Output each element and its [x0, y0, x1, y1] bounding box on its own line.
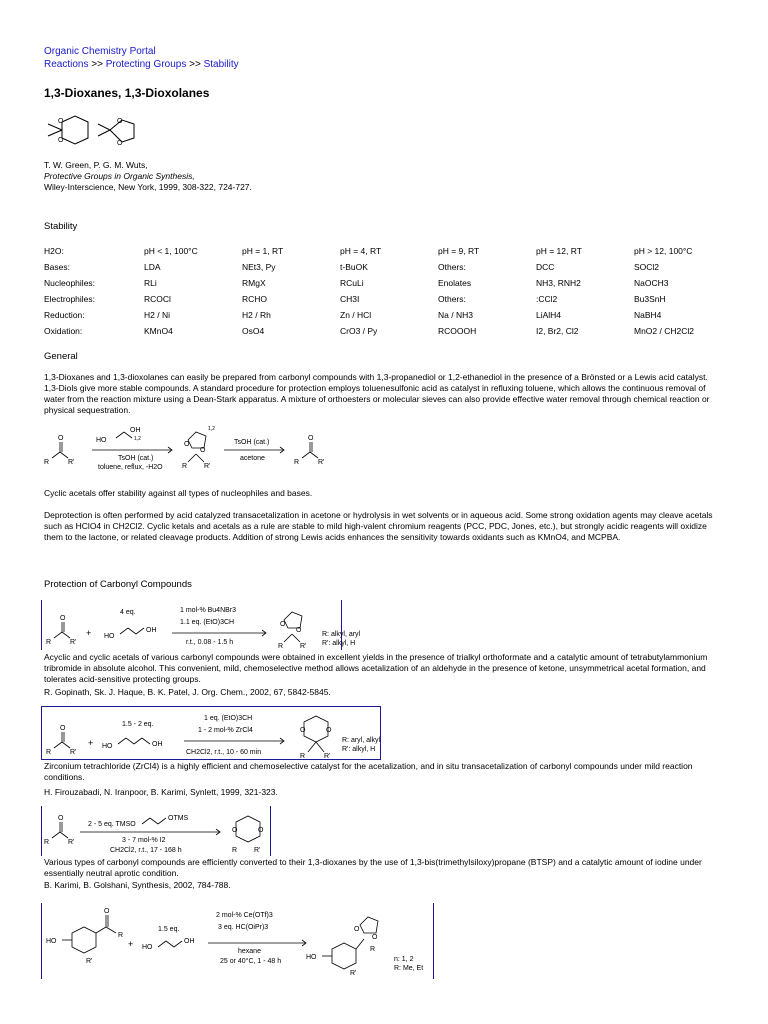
svg-text:+: +	[86, 628, 92, 638]
r-label: R	[44, 459, 50, 466]
r-label: R	[182, 463, 188, 470]
stability-cell: SOCl2	[634, 262, 660, 272]
protection-heading: Protection of Carbonyl Compounds	[44, 579, 192, 590]
oxygen-label: O	[58, 118, 64, 125]
condition-4: 25 or 40°C, 1 - 48 h	[220, 958, 282, 965]
stability-row	[44, 307, 694, 323]
stability-cell: Na / NH3	[438, 310, 473, 320]
ring-n: 1,2	[208, 426, 215, 432]
oxygen-label: O	[58, 137, 64, 144]
stability-cell: t-BuOK	[340, 262, 368, 272]
general-heading: General	[44, 351, 78, 362]
stability-cell: pH = 9, RT	[438, 246, 480, 256]
entry-2-citation[interactable]: H. Firouzabadi, N. Iranpoor, B. Karimi, Synlett, 1999, 321-323.	[44, 787, 278, 797]
substituent-r: R: alkyl, aryl	[322, 631, 361, 638]
r-label: R	[300, 753, 306, 760]
svg-text:+: +	[128, 939, 134, 949]
stability-row	[44, 323, 694, 339]
r-label: R	[118, 932, 124, 939]
tsoh-condition: TsOH (cat.)	[234, 439, 270, 446]
scheme-1	[44, 600, 384, 650]
reactions-link[interactable]: Reactions	[44, 59, 89, 70]
diol-ho: HO	[102, 743, 113, 750]
r-label: R	[46, 749, 52, 756]
scheme-4	[44, 903, 432, 979]
condition-1: 2 mol-% Ce(OTf)3	[216, 912, 273, 919]
stability-category: Bases:	[44, 262, 70, 272]
stability-heading: Stability	[44, 221, 78, 232]
stability-cell: LDA	[144, 262, 161, 272]
scheme-2	[44, 708, 380, 760]
condition-1: 1 mol-% Bu4NBr3	[180, 607, 237, 614]
condition-2: 1 - 2 mol-% ZrCl4	[198, 727, 253, 734]
r-prime-label: R'	[70, 639, 77, 646]
condition-2: 3 eq. HC(OiPr)3	[218, 924, 269, 931]
entry-3-description: Various types of carbonyl compounds are efficiently converted to their 1,3-dioxanes by the use of 1,3-bis(trimethylsiloxy)propane (BTSP) and a catalytic amount of iodine under essentially neutral aprotic condition.	[44, 857, 702, 878]
diol-ho: HO	[142, 944, 153, 951]
diol-oh: OH	[152, 741, 163, 748]
stability-category: Electrophiles:	[44, 294, 96, 304]
stability-cell: NaOCH3	[634, 278, 669, 288]
acetal-oxygen: O	[258, 827, 264, 834]
condition-1-otms: OTMS	[168, 815, 189, 822]
entry-1-description: Acyclic and cyclic acetals of various carbonyl compounds were obtained in excellent yields in the presence of trialkyl orthoformate and a catalytic amount of tetrabutylammonium tribromide in absolute alcohol. This convenient, mild, chemoselective method allows acetalization of an aldehyde in the presence of ketone, unsymmetrical acetal formation, and tolerates acid-sensitive protecting groups.	[44, 652, 708, 684]
stability-cell: LiAlH4	[536, 310, 562, 320]
acetal-oxygen: O	[300, 727, 306, 734]
stability-cell: Zn / HCl	[340, 310, 372, 320]
phenol-ho: HO	[306, 954, 317, 961]
diol-equivalents: 1.5 eq.	[158, 926, 180, 933]
stability-cell: NEt3, Py	[242, 262, 276, 272]
stability-row	[44, 259, 694, 275]
stability-cell: Others:	[438, 262, 466, 272]
stability-category: H2O:	[44, 246, 64, 256]
svg-text:+: +	[88, 738, 94, 748]
acetal-oxygen: O	[232, 827, 238, 834]
stability-cell: KMnO4	[144, 326, 173, 336]
stability-category: Reduction:	[44, 310, 85, 320]
r-prime-label: R'	[68, 839, 75, 846]
stability-category: Oxidation:	[44, 326, 83, 336]
carbonyl-oxygen: O	[58, 815, 64, 822]
stability-row	[44, 243, 694, 259]
stability-cell: OsO4	[242, 326, 265, 336]
carbonyl-oxygen: O	[308, 435, 314, 442]
substituent-r-prime: R': alkyl, H	[322, 640, 356, 647]
stability-note: Cyclic acetals offer stability against all types of nucleophiles and bases.	[44, 488, 313, 498]
stability-cell: H2 / Rh	[242, 310, 271, 320]
r-prime-label: R'	[324, 753, 331, 760]
substituent-r: R: aryl, alkyl	[342, 737, 380, 744]
carbonyl-oxygen: O	[104, 908, 110, 915]
stability-cell: RCOCl	[144, 294, 171, 304]
condition-3: CH2Cl2, r.t., 17 - 168 h	[110, 847, 182, 854]
diol-n: 1,2	[134, 436, 141, 442]
stability-cell: NH3, RNH2	[536, 278, 581, 288]
stability-cell: CrO3 / Py	[340, 326, 378, 336]
diol-ho: HO	[96, 437, 107, 444]
deprotection-paragraph: Deprotection is often performed by acid catalyzed transacetalization in acetone or hydrolysis in wet solvents or in aqueous acid. Some strong oxidation agents may cleave acetals such as HClO4 in CH2Cl2. Cyclic ketals and acetals as a rule are stable to mild high-valent chromium reagents (PCC, PDC, Jones, etc.), but strongly acidic reagents will oxidize them to the lactone, or related cleavage products. Addition of strong Lewis acids enhances the sensitivity towards oxidants such as KMnO4, and MCPBA.	[44, 510, 713, 542]
stability-cell: DCC	[536, 262, 555, 272]
r-label: R	[370, 946, 376, 953]
diol-oh: OH	[146, 627, 157, 634]
stability-cell: Enolates	[438, 278, 472, 288]
general-reaction-scheme	[44, 418, 344, 474]
acetal-oxygen: O	[280, 621, 286, 628]
stability-cell: RCOOOH	[438, 326, 477, 336]
substituent-n: n: 1, 2	[394, 956, 414, 963]
stability-cell: Bu3SnH	[634, 294, 666, 304]
scheme-bracket	[270, 806, 271, 856]
stability-cell: MnO2 / CH2Cl2	[634, 326, 694, 336]
entry-3-citation[interactable]: B. Karimi, B. Golshani, Synthesis, 2002, 784-788.	[44, 880, 231, 890]
scheme-bracket	[41, 600, 42, 650]
substituent-r-prime: R': alkyl, H	[342, 746, 376, 753]
entry-1-citation[interactable]: R. Gopinath, Sk. J. Haque, B. K. Patel, J. Org. Chem., 2002, 67, 5842-5845.	[44, 687, 331, 697]
entry-2-description: Zirconium tetrachloride (ZrCl4) is a highly efficient and chemoselective catalyst for the acetalization, and in situ transacetalization of carbonyl compounds under mild reaction conditions.	[44, 761, 693, 782]
acetal-oxygen: O	[184, 441, 190, 448]
tsoh-condition: TsOH (cat.)	[118, 455, 154, 462]
r-label: R	[232, 847, 238, 854]
carbonyl-oxygen: O	[60, 725, 66, 732]
condition-2: 1.1 eq. (EtO)3CH	[180, 619, 235, 626]
portal-link[interactable]: Organic Chemistry Portal	[44, 46, 156, 57]
r-prime-label: R'	[204, 463, 211, 470]
scheme-bracket	[380, 706, 381, 760]
r-label: R	[46, 639, 52, 646]
diol-equivalents: 1.5 - 2 eq.	[122, 721, 154, 728]
acetal-oxygen: O	[200, 447, 206, 454]
stability-table	[44, 243, 694, 339]
condition-3: hexane	[238, 948, 261, 955]
stability-cell: pH = 1, RT	[242, 246, 284, 256]
stability-cell: H2 / Ni	[144, 310, 170, 320]
diol-oh: OH	[130, 427, 141, 434]
r-prime-label: R'	[86, 958, 93, 965]
stability-cell: pH = 12, RT	[536, 246, 582, 256]
carbonyl-oxygen: O	[60, 615, 66, 622]
book-reference	[44, 160, 252, 193]
breadcrumb-separator: >>	[91, 59, 103, 70]
stability-cell: pH > 12, 100°C	[634, 246, 693, 256]
condition-3: r.t., 0.08 - 1.5 h	[186, 639, 234, 646]
stability-cell: RLi	[144, 278, 157, 288]
protecting-groups-link[interactable]: Protecting Groups	[105, 59, 187, 70]
breadcrumb	[44, 45, 239, 71]
stability-cell: Others:	[438, 294, 466, 304]
stability-cell: pH < 1, 100°C	[144, 246, 198, 256]
general-paragraph: 1,3-Dioxanes and 1,3-dioxolanes can easily be prepared from carbonyl compounds with 1,3-propanediol or 1,2-ethanediol in the presence of a Brönsted or a Lewis acid catalyst. 1,3-Diols give more stable compounds. A standard procedure for protection employs toluenesulfonic acid as catalyst in refluxing toluene, which allows the continuous removal of water from the reaction mixture using a Dean-Stark apparatus. A mixture of orthoesters or molecular sieves can also provide effective water removal through chemical reaction or physical sequestration.	[44, 372, 710, 415]
dioxane-dioxolane-structures	[40, 112, 150, 156]
stability-category: Nucleophiles:	[44, 278, 96, 288]
condition-2: 3 - 7 mol-% I2	[122, 837, 166, 844]
ref-book: Protective Groups in Organic Synthesis,	[44, 171, 195, 181]
stability-cell: I2, Br2, Cl2	[536, 326, 579, 336]
r-label: R	[278, 643, 284, 650]
stability-cell: RMgX	[242, 278, 266, 288]
stability-cell: RCHO	[242, 294, 268, 304]
toluene-condition: toluene, reflux, -H2O	[98, 464, 163, 471]
scheme-bracket	[41, 806, 42, 856]
breadcrumb-separator: >>	[189, 59, 201, 70]
stability-cell: NaBH4	[634, 310, 662, 320]
stability-link[interactable]: Stability	[203, 59, 239, 70]
r-prime-label: R'	[318, 459, 325, 466]
condition-1: 1 eq. (EtO)3CH	[204, 715, 253, 722]
r-label: R	[44, 839, 50, 846]
oxygen-label: O	[117, 140, 123, 147]
scheme-3	[44, 806, 270, 856]
scheme-rule	[41, 706, 381, 707]
stability-cell: :CCl2	[536, 294, 558, 304]
stability-cell: CH3I	[340, 294, 360, 304]
condition-1: 2 - 5 eq. TMSO	[88, 821, 136, 828]
ref-publisher: Wiley-Interscience, New York, 1999, 308-322, 724-727.	[44, 182, 252, 192]
acetone-condition: acetone	[240, 455, 265, 462]
stability-cell: pH = 4, RT	[340, 246, 382, 256]
scheme-bracket	[41, 706, 42, 760]
phenol-ho: HO	[46, 938, 57, 945]
stability-row	[44, 275, 694, 291]
r-prime-label: R'	[254, 847, 261, 854]
r-prime-label: R'	[350, 970, 357, 977]
diol-ho: HO	[104, 633, 115, 640]
page-title: 1,3-Dioxanes, 1,3-Dioxolanes	[44, 86, 210, 100]
diol-equivalents: 4 eq.	[120, 609, 136, 616]
scheme-bracket	[433, 903, 434, 979]
diol-oh: OH	[184, 938, 195, 945]
substituent-r: R: Me, Et	[394, 965, 424, 972]
carbonyl-oxygen: O	[58, 435, 64, 442]
r-prime-label: R'	[300, 643, 307, 650]
acetal-oxygen: O	[296, 627, 302, 634]
condition-3: CH2Cl2, r.t., 10 - 60 min	[186, 749, 262, 756]
ref-authors: T. W. Green, P. G. M. Wuts,	[44, 160, 148, 170]
stability-cell: RCuLi	[340, 278, 364, 288]
stability-row	[44, 291, 694, 307]
r-prime-label: R'	[68, 459, 75, 466]
acetal-oxygen: O	[354, 926, 360, 933]
r-prime-label: R'	[70, 749, 77, 756]
scheme-bracket	[41, 903, 42, 979]
acetal-oxygen: O	[372, 934, 378, 941]
r-label: R	[294, 459, 300, 466]
oxygen-label: O	[117, 118, 123, 125]
acetal-oxygen: O	[326, 727, 332, 734]
